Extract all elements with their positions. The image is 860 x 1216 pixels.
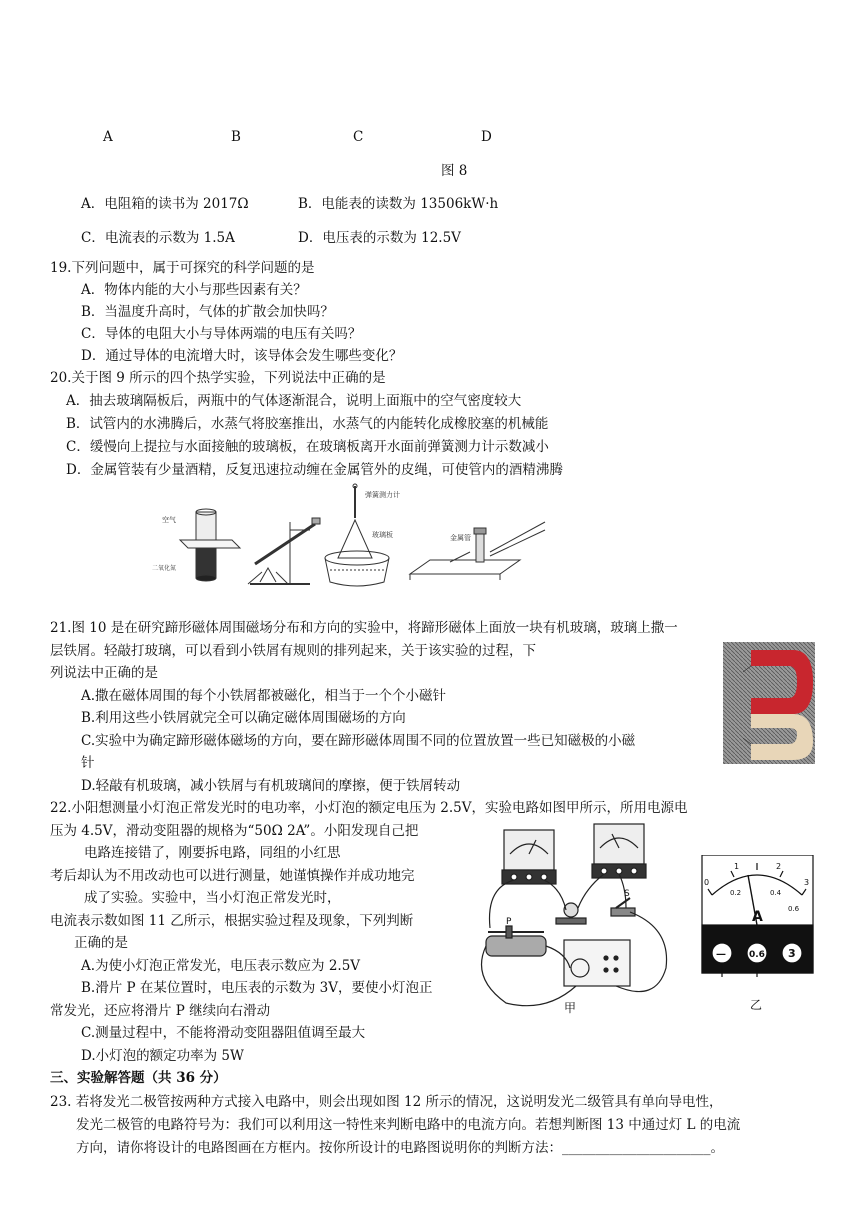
q22-option-c: C.测量过程中，不能将滑动变阻器阻值调至最大 <box>81 1025 366 1041</box>
q19-option-d: D．通过导体的电流增大时，该导体会发生哪些变化？ <box>81 348 403 364</box>
terminal-0-6: 0.6 <box>749 950 765 960</box>
q23-line-1: 23. 若将发光二极管按两种方式接入电路中，则会出现如图 12 所示的情况，这说明发光二级管具有单向导电性， <box>50 1094 723 1110</box>
test-tube-stand-illustration <box>248 518 320 584</box>
scale-bottom-02: 0.2 <box>730 889 742 897</box>
figure-11-ammeter-yi <box>700 855 815 1015</box>
terminal-3: 3 <box>788 947 796 960</box>
section-3-title: 三、实验解答题（共 36 分） <box>50 1070 227 1086</box>
q22-line-6: 电流表示数如图 11 乙所示，根据实验过程及现象，下列判断 <box>50 913 414 929</box>
q21-line-1: 21.图 10 是在研究蹄形磁体周围磁场分布和方向的实验中，将蹄形磁体上面放一块有机玻璃，玻璃上撒一 <box>50 620 678 636</box>
q21-option-a: A.撒在磁体周围的每个小铁屑都被磁化，相当于一个个小磁针 <box>81 688 447 704</box>
figure-9-thermal-experiments <box>150 482 550 592</box>
q22-option-b-cont: 常发光，还应将滑片 P 继续向右滑动 <box>50 1003 271 1019</box>
fig8-label-b: B <box>231 129 241 145</box>
label-spring-scale: 弹簧测力计 <box>365 491 400 499</box>
q22-option-a: A.为使小灯泡正常发光，电压表示数应为 2.5V <box>81 958 361 974</box>
q20-option-d: D．金属管装有少量酒精，反复迅速拉动缠在金属管外的皮绳，可使管内的酒精沸腾 <box>66 462 563 478</box>
q19-option-a: A．物体内能的大小与那些因素有关？ <box>81 282 307 298</box>
q21-option-b: B.利用这些小铁屑就完全可以确定磁体周围磁场的方向 <box>81 710 406 726</box>
q22-option-b: B.滑片 P 在某位置时，电压表的示数为 3V，要使小灯泡正 <box>81 980 433 996</box>
label-air: 空气 <box>162 516 176 524</box>
q22-line-3: 电路连接错了，刚要拆电路，同组的小红思 <box>84 845 341 861</box>
label-jia: 甲 <box>564 1001 577 1015</box>
q18-option-a: A．电阻箱的读书为 2017Ω <box>81 196 249 212</box>
fig8-label-c: C <box>353 129 364 145</box>
q19-stem: 19.下列问题中，属于可探究的科学问题的是 <box>50 260 315 276</box>
q22-line-2: 压为 4.5V，滑动变阻器的规格为“50Ω 2A”。小阳发现自己把 <box>50 823 419 839</box>
q21-line-2: 层铁屑。轻敲打玻璃，可以看到小铁屑有规则的排列起来，关于该实验的过程，下 <box>50 643 536 659</box>
scale-bottom-06: 0.6 <box>788 905 800 913</box>
meter-unit: A <box>752 909 763 925</box>
label-metal-tube: 金属管 <box>450 534 471 542</box>
q22-line-7: 正确的是 <box>74 935 128 951</box>
q23-line-3: 方向，请你将设计的电路图画在方框内。按你所设计的电路图说明你的判断方法：______________________。 <box>76 1140 724 1156</box>
scale-bottom-04: 0.4 <box>770 889 782 897</box>
q22-line-1: 22.小阳想测量小灯泡正常发光时的电功率，小灯泡的额定电压为 2.5V，实验电路如图甲所示，所用电源电 <box>50 800 688 816</box>
label-glass-plate: 玻璃板 <box>372 531 393 539</box>
scale-top-0: 0 <box>704 878 710 887</box>
scale-top-3: 3 <box>804 878 810 887</box>
diffusion-jars-illustration <box>152 509 240 581</box>
q21-line-3: 列说法中正确的是 <box>50 665 158 681</box>
q23-line-2: 发光二极管的电路符号为：我们可以利用这一特性来判断电路中的电流方向。若想判断图 13 中通过灯 L 的电流 <box>76 1117 741 1133</box>
q18-option-c: C．电流表的示数为 1.5A <box>81 230 235 246</box>
label-switch-s: S <box>624 889 630 899</box>
scale-top-1: 1 <box>734 862 740 871</box>
q19-option-b: B．当温度升高时，气体的扩散会加快吗？ <box>81 304 334 320</box>
q18-option-d: D．电压表的示数为 12.5V <box>298 230 461 246</box>
label-yi: 乙 <box>750 998 763 1012</box>
metal-tube-rope-illustration <box>410 522 545 580</box>
q22-line-4: 考后却认为不用改动也可以进行测量，她谨慎操作并成功地完 <box>50 868 415 884</box>
q21-option-c: C.实验中为确定蹄形磁体磁场的方向，要在蹄形磁体周围不同的位置放置一些已知磁极的小磁 <box>81 733 636 749</box>
q22-option-d: D.小灯泡的额定功率为 5W <box>81 1048 244 1064</box>
label-no2: 二氧化氮 <box>152 565 177 572</box>
figure-11-circuit-jia <box>466 818 691 1018</box>
q19-option-c: C．导体的电阻大小与导体两端的电压有关吗？ <box>81 326 362 342</box>
fig8-label-d: D <box>481 129 492 145</box>
q20-option-a: A．抽去玻璃隔板后，两瓶中的气体逐渐混合，说明上面瓶中的空气密度较大 <box>66 393 522 409</box>
q21-option-d: D.轻敲有机玻璃，减小铁屑与有机玻璃间的摩擦，便于铁屑转动 <box>81 778 461 794</box>
terminal-negative: — <box>716 949 726 960</box>
label-slider-p: P <box>506 917 512 927</box>
q18-option-b: B．电能表的读数为 13506kW·h <box>298 196 499 212</box>
q21-option-c-cont: 针 <box>81 755 95 771</box>
q20-option-b: B．试管内的水沸腾后，水蒸气将胶塞推出，水蒸气的内能转化成橡胶塞的机械能 <box>66 416 549 432</box>
fig8-label-a: A <box>103 129 113 145</box>
figure-10-horseshoe-magnet <box>723 642 815 764</box>
q22-line-5: 成了实验。实验中，当小灯泡正常发光时， <box>84 890 341 906</box>
scale-top-2: 2 <box>776 862 782 871</box>
q20-option-c: C．缓慢向上提拉与水面接触的玻璃板，在玻璃板离开水面前弹簧测力计示数减小 <box>66 439 549 455</box>
q20-stem: 20.关于图 9 所示的四个热学实验，下列说法中正确的是 <box>50 370 386 386</box>
fig8-caption: 图 8 <box>441 163 468 179</box>
spring-scale-glass-plate-illustration <box>325 484 400 586</box>
